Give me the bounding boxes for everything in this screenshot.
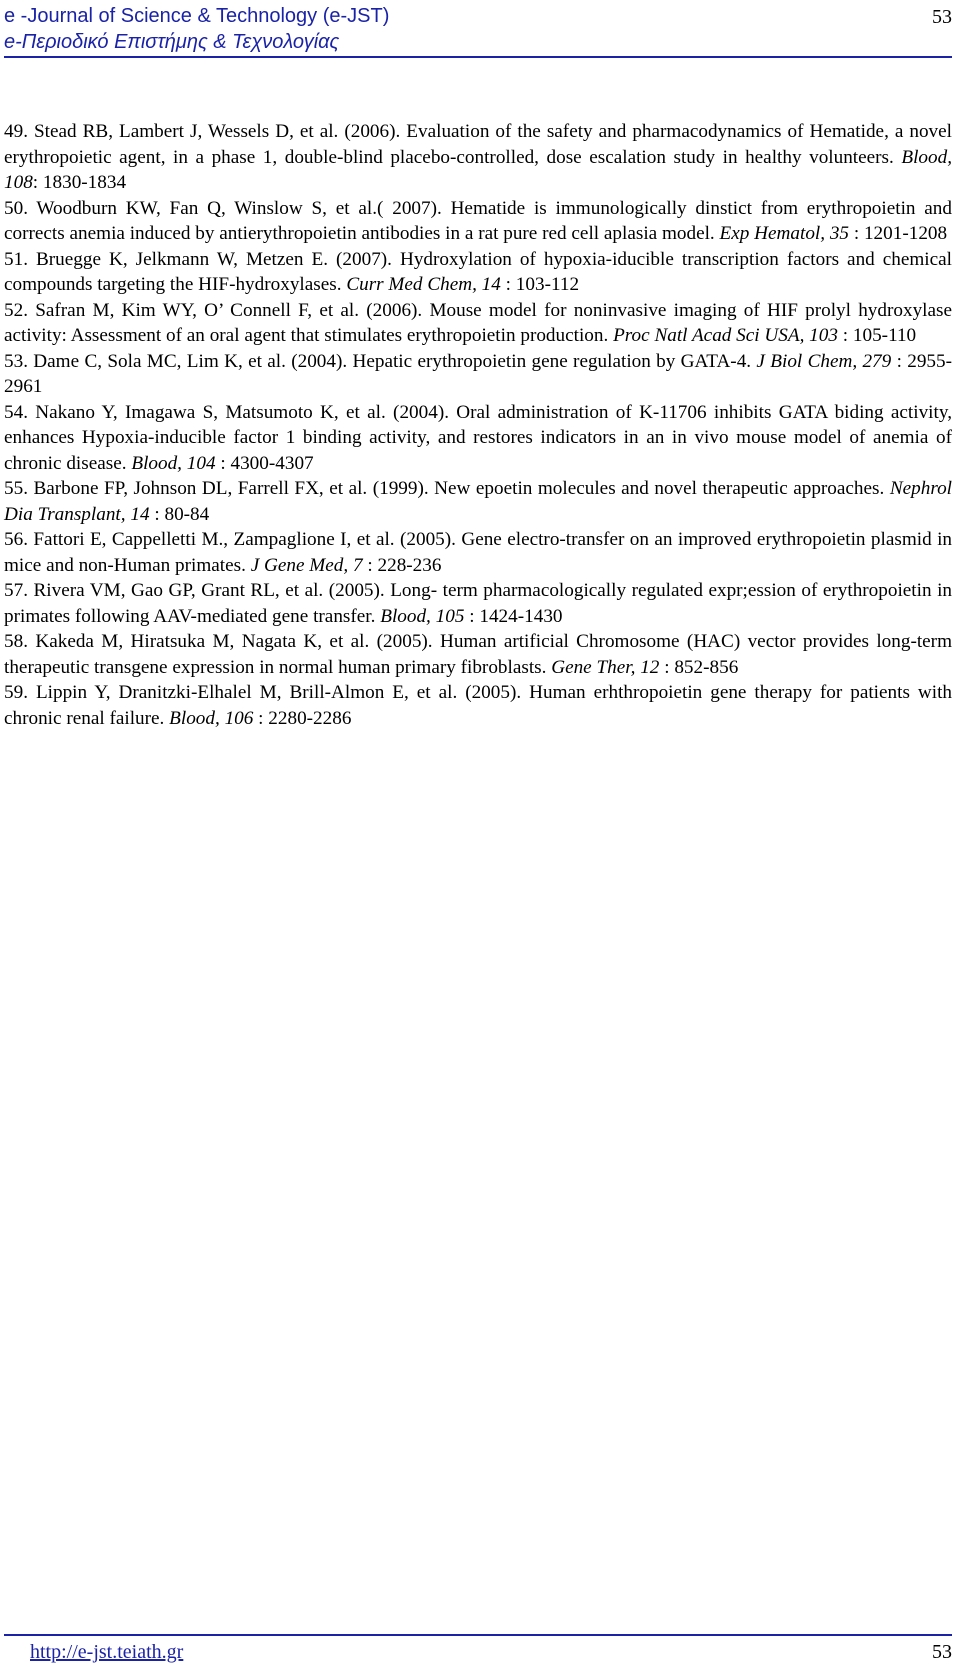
reference-item-52: [4, 298, 952, 349]
reference-item-56: [4, 527, 952, 578]
reference-item-49: [4, 119, 952, 196]
reference-text: 57. Rivera VM, Gao GP, Grant RL, et al. (2005). Long- term pharmacologically regulated expr;ession of erythropoietin in primates following AAV-mediated gene transfer.: [4, 580, 952, 627]
reference-pages: : 2280-2286: [253, 707, 352, 729]
reference-pages: : 228-236: [362, 554, 442, 576]
reference-item-53: [4, 349, 952, 400]
journal-title-english: e -Journal of Science & Technology (e-JST): [4, 5, 390, 27]
reference-text: 51. Bruegge K, Jelkmann W, Metzen E. (2007). Hydroxylation of hypoxia-iducible transcription factors and chemical compounds targeting the HIF-hydroxylases.: [4, 248, 952, 295]
reference-text: 54. Nakano Y, Imagawa S, Matsumoto K, et al. (2004). Oral administration of K-11706 inhibits GATA biding activity, enhances Hypoxia-inducible factor 1 binding activity, and restores indicators in an in vivo mouse model of anemia of chronic disease.: [4, 401, 952, 474]
reference-pages: : 1201-1208: [849, 223, 948, 244]
reference-journal: Exp Hematol, 35: [719, 223, 850, 244]
footer-url-link[interactable]: http://e-jst.teiath.gr: [30, 1641, 184, 1663]
page-header: [4, 4, 952, 56]
reference-text: 55. Barbone FP, Johnson DL, Farrell FX, et al. (1999). New epoetin molecules and novel therapeutic approaches.: [4, 478, 890, 499]
reference-journal: Curr Med Chem, 14: [346, 274, 501, 295]
reference-item-58: [4, 629, 952, 680]
reference-text: 56. Fattori E, Cappelletti M., Zampaglione I, et al. (2005). Gene electro-transfer on an improved erythropoietin plasmid in mice and non-Human primates.: [4, 529, 952, 576]
reference-list: [4, 119, 952, 731]
reference-journal: Blood, 104: [131, 452, 216, 474]
footer-divider: [4, 1634, 952, 1636]
reference-journal: Blood, 106: [169, 707, 254, 729]
reference-journal: J Biol Chem, 279: [756, 350, 892, 372]
header-page-number: 53: [932, 6, 952, 28]
reference-item-55: [4, 476, 952, 527]
reference-journal: Gene Ther, 12: [551, 656, 660, 678]
reference-text: 59. Lippin Y, Dranitzki-Elhalel M, Brill-Almon E, et al. (2005). Human erhthropoietin gene therapy for patients with chronic renal failure.: [4, 682, 952, 729]
reference-text: 53. Dame C, Sola MC, Lim K, et al. (2004). Hepatic erythropoietin gene regulation by GATA-4.: [4, 350, 757, 372]
header-divider: [4, 56, 952, 58]
reference-item-57: [4, 578, 952, 629]
reference-item-59: [4, 680, 952, 731]
reference-pages: : 1424-1430: [464, 605, 563, 627]
reference-item-54: [4, 400, 952, 477]
reference-text: 58. Kakeda M, Hiratsuka M, Nagata K, et al. (2005). Human artificial Chromosome (HAC) vector provides long-term therapeutic transgene expression in normal human primary fibroblasts.: [4, 631, 952, 678]
reference-text: 50. Woodburn KW, Fan Q, Winslow S, et al.( 2007). Hematide is immunologically dinstict from erythropoietin and corrects anemia induced by antierythropoietin antibodies in a rat pure red cell aplasia model.: [4, 197, 952, 244]
reference-journal: J Gene Med, 7: [250, 554, 363, 576]
reference-pages: : 105-110: [837, 325, 917, 346]
reference-pages: : 1830-1834: [32, 172, 127, 193]
reference-pages: : 80-84: [149, 503, 210, 525]
reference-text: 52. Safran M, Kim WY, O’ Connell F, et al. (2006). Mouse model for noninvasive imaging of HIF prolyl hydroxylase activity: Assessment of an oral agent that stimulates erythropoietin production.: [4, 299, 952, 346]
footer-page-number: 53: [932, 1641, 952, 1663]
reference-journal: Proc Natl Acad Sci USA, 103: [613, 325, 838, 346]
reference-journal: Nephrol Dia Transplant, 14: [4, 478, 952, 525]
reference-item-51: [4, 247, 952, 298]
reference-pages: : 103-112: [500, 274, 580, 295]
journal-title-greek: e-Περιοδικό Επιστήμης & Τεχνολογίας: [4, 31, 340, 53]
reference-journal: Blood, 108: [4, 146, 952, 193]
reference-text: 49. Stead RB, Lambert J, Wessels D, et al. (2006). Evaluation of the safety and pharmacodynamics of Hematide, a novel erythropoietic agent, in a phase 1, double-blind placebo-controlled, dose escalation study in healthy volunteers.: [4, 121, 952, 168]
reference-pages: : 2955-2961: [4, 350, 952, 397]
reference-journal: Blood, 105: [380, 605, 465, 627]
reference-pages: : 852-856: [659, 656, 739, 678]
reference-item-50: [4, 196, 952, 247]
reference-pages: : 4300-4307: [215, 452, 314, 474]
